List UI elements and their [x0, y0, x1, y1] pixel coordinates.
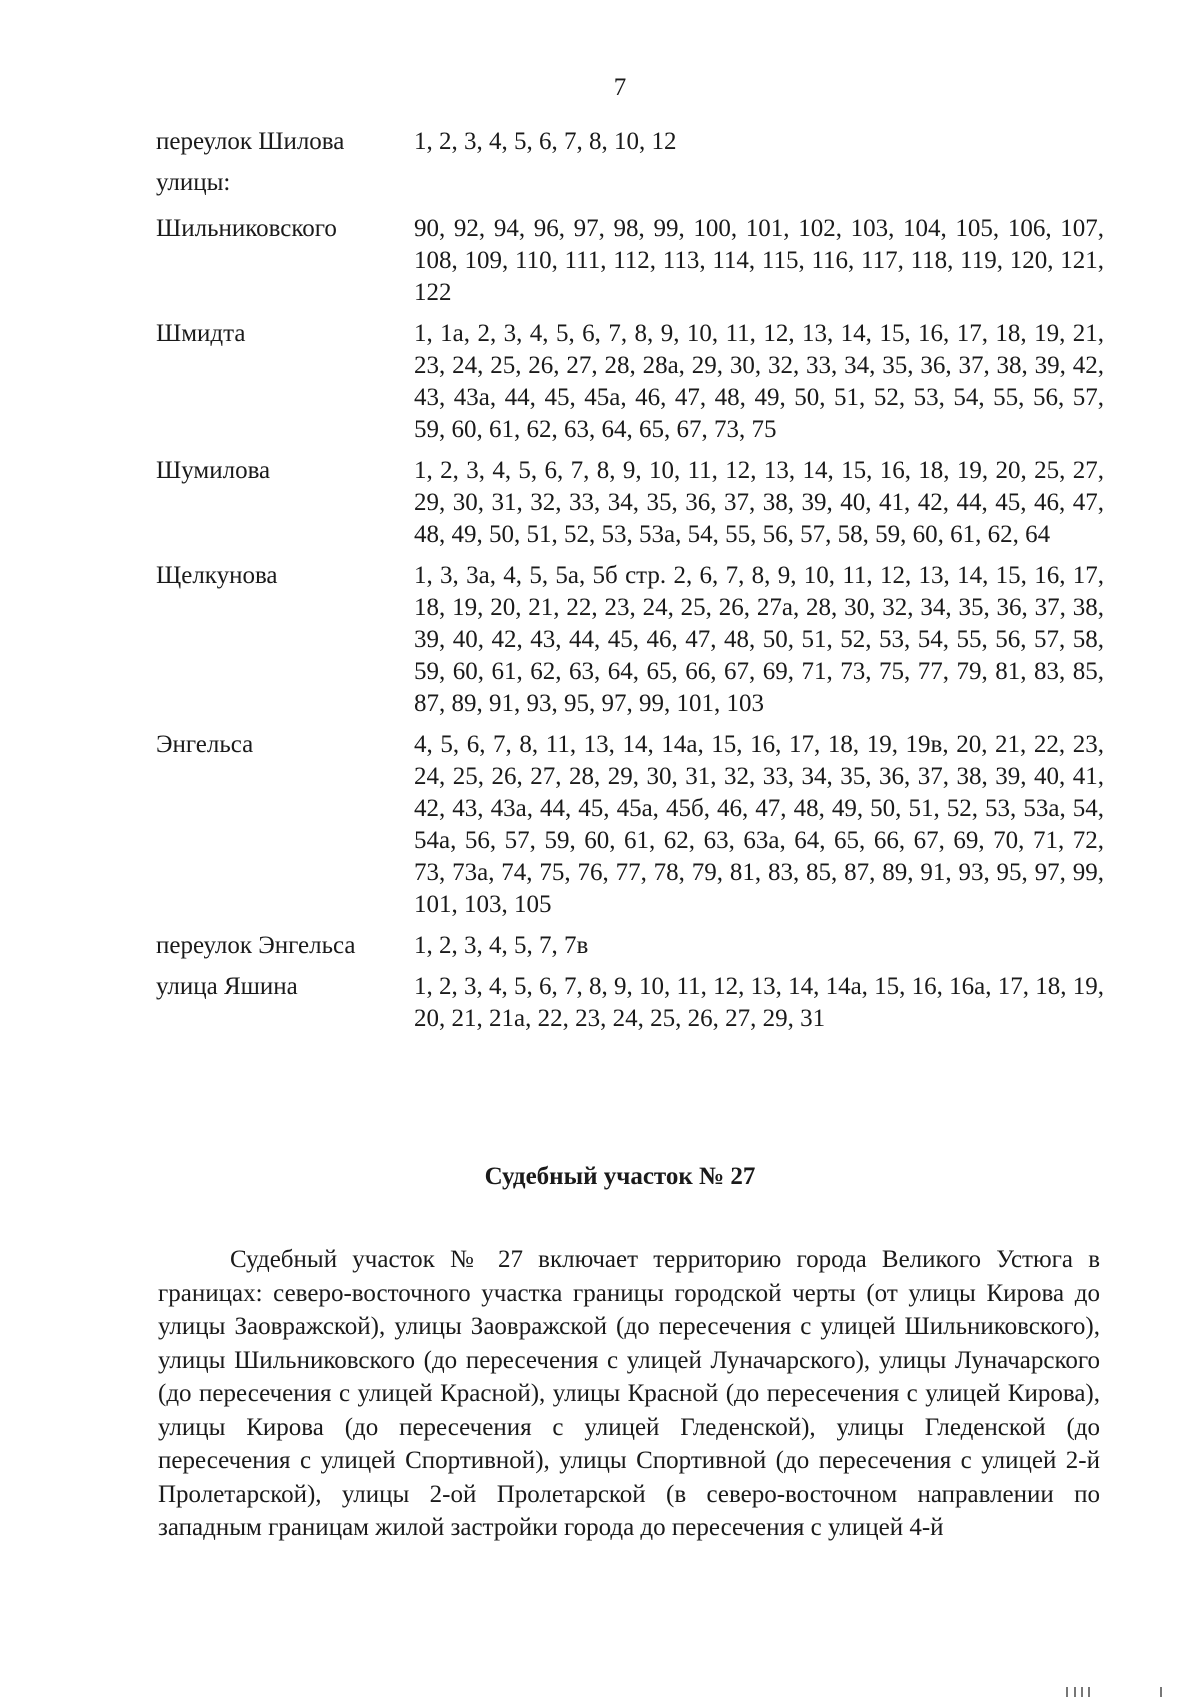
house-numbers: 1, 2, 3, 4, 5, 7, 7в [414, 932, 589, 959]
street-name: переулок Энгельса [156, 932, 356, 959]
page-number: 7 [613, 74, 627, 101]
scan-mark [1074, 1687, 1076, 1697]
street-name: Шмидта [156, 320, 246, 347]
house-numbers: 4, 5, 6, 7, 8, 11, 13, 14, 14а, 15, 16, 17, 18, 19, 19в, 20, 21, 22, 23, 24, 25, 26, 27, 28, 29, 30, 31, 32, 33, 34, 35, 36, 37, 38, 39, 40, 41, 42, 43, 43а, 44, 45, 45а, 45б, 46, 47, 48, 49, 50, 51, 52, 53, 53а, 54, 54а, 56, 57, 59, 60, 61, 62, 63, 63а, 64, 65, 66, 67, 69, 70, 71, 72, 73, 73а, 74, 75, 76, 77, 78, 79, 81, 83, 85, 87, 89, 91, 93, 95, 97, 99, 101, 103, 105 [414, 731, 1104, 918]
street-row [156, 971, 1106, 1035]
street-name: улицы: [156, 169, 231, 196]
street-row [156, 455, 1106, 551]
street-name: Щелкунова [156, 562, 278, 589]
section-title: Судебный участок № 27 [484, 1163, 756, 1190]
scan-mark [1066, 1687, 1068, 1697]
scan-mark [1088, 1687, 1090, 1697]
house-numbers: 1, 2, 3, 4, 5, 6, 7, 8, 10, 12 [414, 128, 677, 155]
house-numbers [414, 167, 1104, 199]
street-row [156, 213, 1106, 309]
street-row [156, 930, 1106, 962]
street-row [156, 729, 1106, 921]
street-name: переулок Шилова [156, 128, 345, 155]
street-row [156, 126, 1106, 158]
house-numbers: 1, 1а, 2, 3, 4, 5, 6, 7, 8, 9, 10, 11, 12, 13, 14, 15, 16, 17, 18, 19, 21, 23, 24, 25, 26, 27, 28, 28а, 29, 30, 32, 33, 34, 35, 36, 37, 38, 39, 42, 43, 43а, 44, 45, 45а, 46, 47, 48, 49, 50, 51, 52, 53, 54, 55, 56, 57, 59, 60, 61, 62, 63, 64, 65, 67, 73, 75 [414, 320, 1104, 443]
street-name: Шильниковского [156, 215, 337, 242]
street-list [156, 126, 1106, 1044]
street-name: Шумилова [156, 457, 271, 484]
house-numbers: 1, 3, 3а, 4, 5, 5а, 5б стр. 2, 6, 7, 8, 9, 10, 11, 12, 13, 14, 15, 16, 17, 18, 19, 20, 21, 22, 23, 24, 25, 26, 27а, 28, 30, 32, 34, 35, 36, 37, 38, 39, 40, 42, 43, 44, 45, 46, 47, 48, 50, 51, 52, 53, 54, 55, 56, 57, 58, 59, 60, 61, 62, 63, 64, 65, 66, 67, 69, 71, 73, 75, 77, 79, 81, 83, 85, 87, 89, 91, 93, 95, 97, 99, 101, 103 [414, 562, 1104, 717]
street-group-heading [156, 167, 1106, 199]
scan-mark [1160, 1687, 1162, 1697]
street-name: Энгельса [156, 731, 254, 758]
street-name: улица Яшина [156, 973, 298, 1000]
street-row [156, 318, 1106, 446]
house-numbers: 1, 2, 3, 4, 5, 6, 7, 8, 9, 10, 11, 12, 13, 14, 14а, 15, 16, 16а, 17, 18, 19, 20, 21, 21а, 22, 23, 24, 25, 26, 27, 29, 31 [414, 973, 1105, 1032]
house-numbers: 1, 2, 3, 4, 5, 6, 7, 8, 9, 10, 11, 12, 13, 14, 15, 16, 18, 19, 20, 25, 27, 29, 30, 31, 32, 33, 34, 35, 36, 37, 38, 39, 40, 41, 42, 44, 45, 46, 47, 48, 49, 50, 51, 52, 53, 53а, 54, 55, 56, 57, 58, 59, 60, 61, 62, 64 [414, 457, 1104, 548]
section-paragraph: Судебный участок № 27 включает территорию города Великого Устюга в границах: северо-восточного участка границы городской черты (от улицы Кирова до улицы Заовражской), улицы Заовражской (до пересечения с улицей Шильниковского), улицы Шильниковского (до пересечения с улицей Луначарского), улицы Луначарского (до пересечения с улицей Красной), улицы Красной (до пересечения с улицей Кирова), улицы Кирова (до пересечения с улицей Гледенской), улицы Гледенской (до пересечения с улицей Спортивной), улицы Спортивной (до пересечения с улицей 2-й Пролетарской), улицы 2-ой Пролетарской (в северо-восточном направлении по западным границам жилой застройки города до пересечения с улицей 4-й [158, 1246, 1100, 1541]
scan-mark [1081, 1687, 1083, 1697]
house-numbers: 90, 92, 94, 96, 97, 98, 99, 100, 101, 102, 103, 104, 105, 106, 107, 108, 109, 110, 111, 112, 113, 114, 115, 116, 117, 118, 119, 120, 121, 122 [414, 215, 1104, 306]
street-row [156, 560, 1106, 720]
